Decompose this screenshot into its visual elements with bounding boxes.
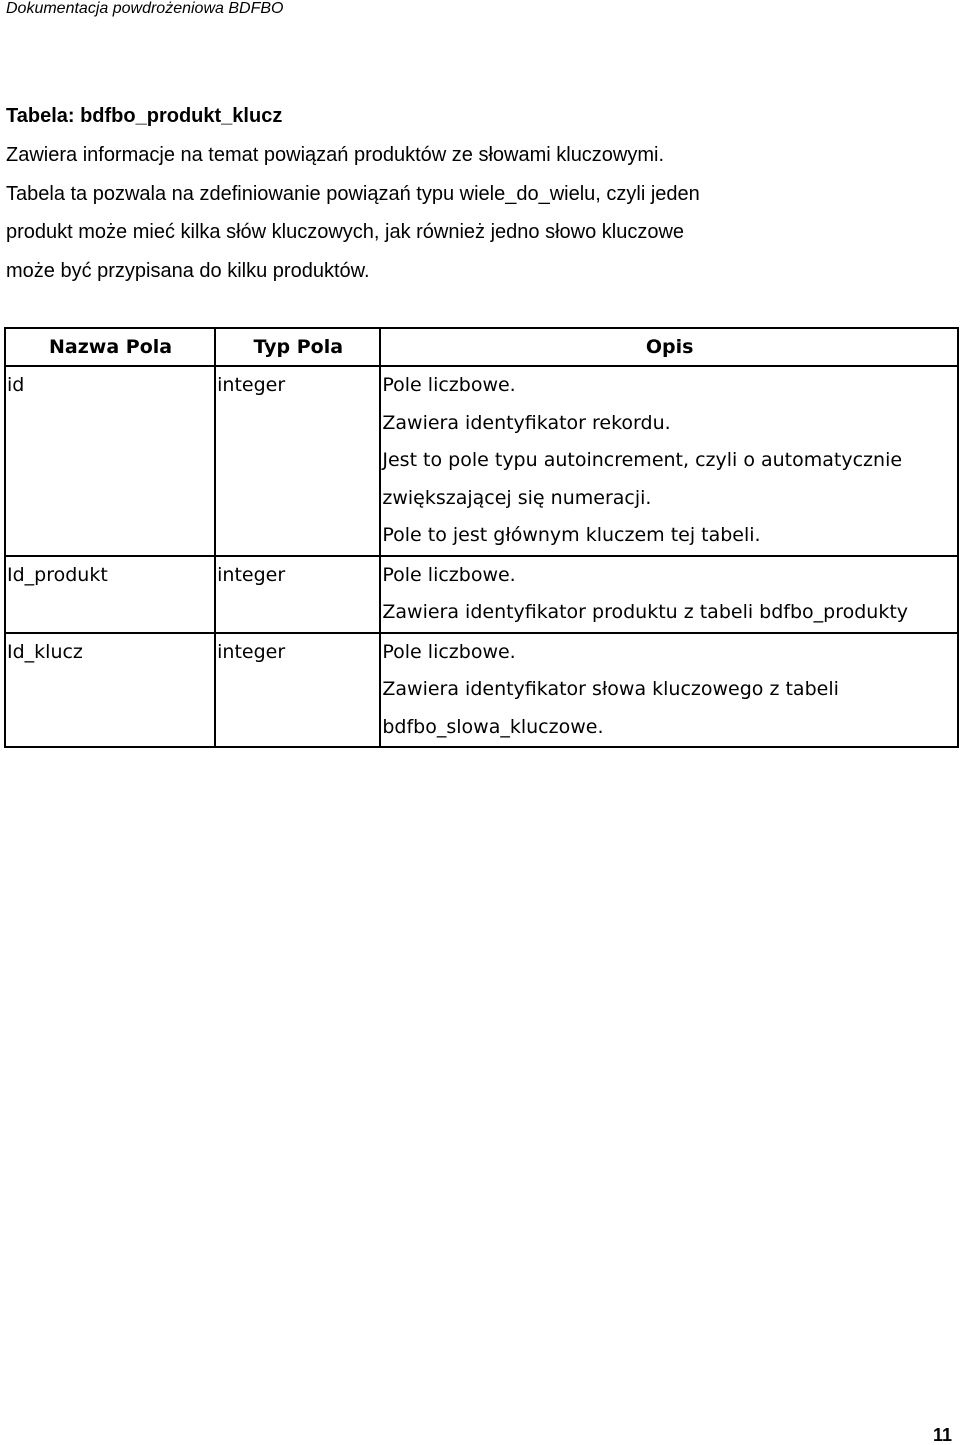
description-line: bdfbo_slowa_kluczowe. xyxy=(382,715,604,738)
field-type: integer xyxy=(215,556,380,633)
intro-line: produkt może mieć kilka słów kluczowych, jak również jedno słowo kluczowe xyxy=(6,221,685,243)
intro-line: Tabela ta pozwala na zdefiniowanie powiązań typu wiele_do_wielu, czyli jeden xyxy=(6,182,700,205)
description-line: Jest to pole typu autoincrement, czyli o automatycznie xyxy=(382,449,903,471)
description-line: Pole liczbowe. xyxy=(382,640,516,663)
description-line: Zawiera identyfikator rekordu. xyxy=(382,411,671,434)
intro-line: może być przypisana do kilku produktów. xyxy=(6,259,370,282)
table-row xyxy=(5,366,958,556)
page-number: 11 xyxy=(932,1425,952,1445)
table-header-row xyxy=(5,328,958,366)
field-name: Id_produkt xyxy=(5,556,215,633)
description-line: Pole to jest głównym kluczem tej tabeli. xyxy=(382,524,761,546)
field-name: Id_klucz xyxy=(5,633,215,748)
field-description xyxy=(380,633,958,748)
description-line: Pole liczbowe. xyxy=(382,563,516,586)
field-description xyxy=(380,366,958,556)
section-title: Tabela: bdfbo_produkt_klucz xyxy=(6,105,283,127)
field-name: id xyxy=(5,366,215,556)
description-line: Zawiera identyfikator słowa kluczowego z tabeli xyxy=(382,678,839,700)
running-header: Dokumentacja powdrożeniowa BDFBO xyxy=(6,0,284,17)
description-line: Pole liczbowe. xyxy=(382,374,516,396)
section-intro xyxy=(6,136,926,290)
description-line: zwiększającej się numeracji. xyxy=(382,486,652,509)
field-description xyxy=(380,556,958,633)
field-type: integer xyxy=(215,633,380,748)
field-type: integer xyxy=(215,366,380,556)
intro-line: Zawiera informacje na temat powiązań produktów ze słowami kluczowymi. xyxy=(6,144,665,166)
description-line: Zawiera identyfikator produktu z tabeli bdfbo_produkty xyxy=(382,601,909,623)
table-row xyxy=(5,633,958,748)
column-header-description: Opis xyxy=(380,328,958,366)
table-row xyxy=(5,556,958,633)
column-header-name: Nazwa Pola xyxy=(5,328,215,366)
fields-table xyxy=(4,327,959,748)
column-header-type: Typ Pola xyxy=(215,328,380,366)
